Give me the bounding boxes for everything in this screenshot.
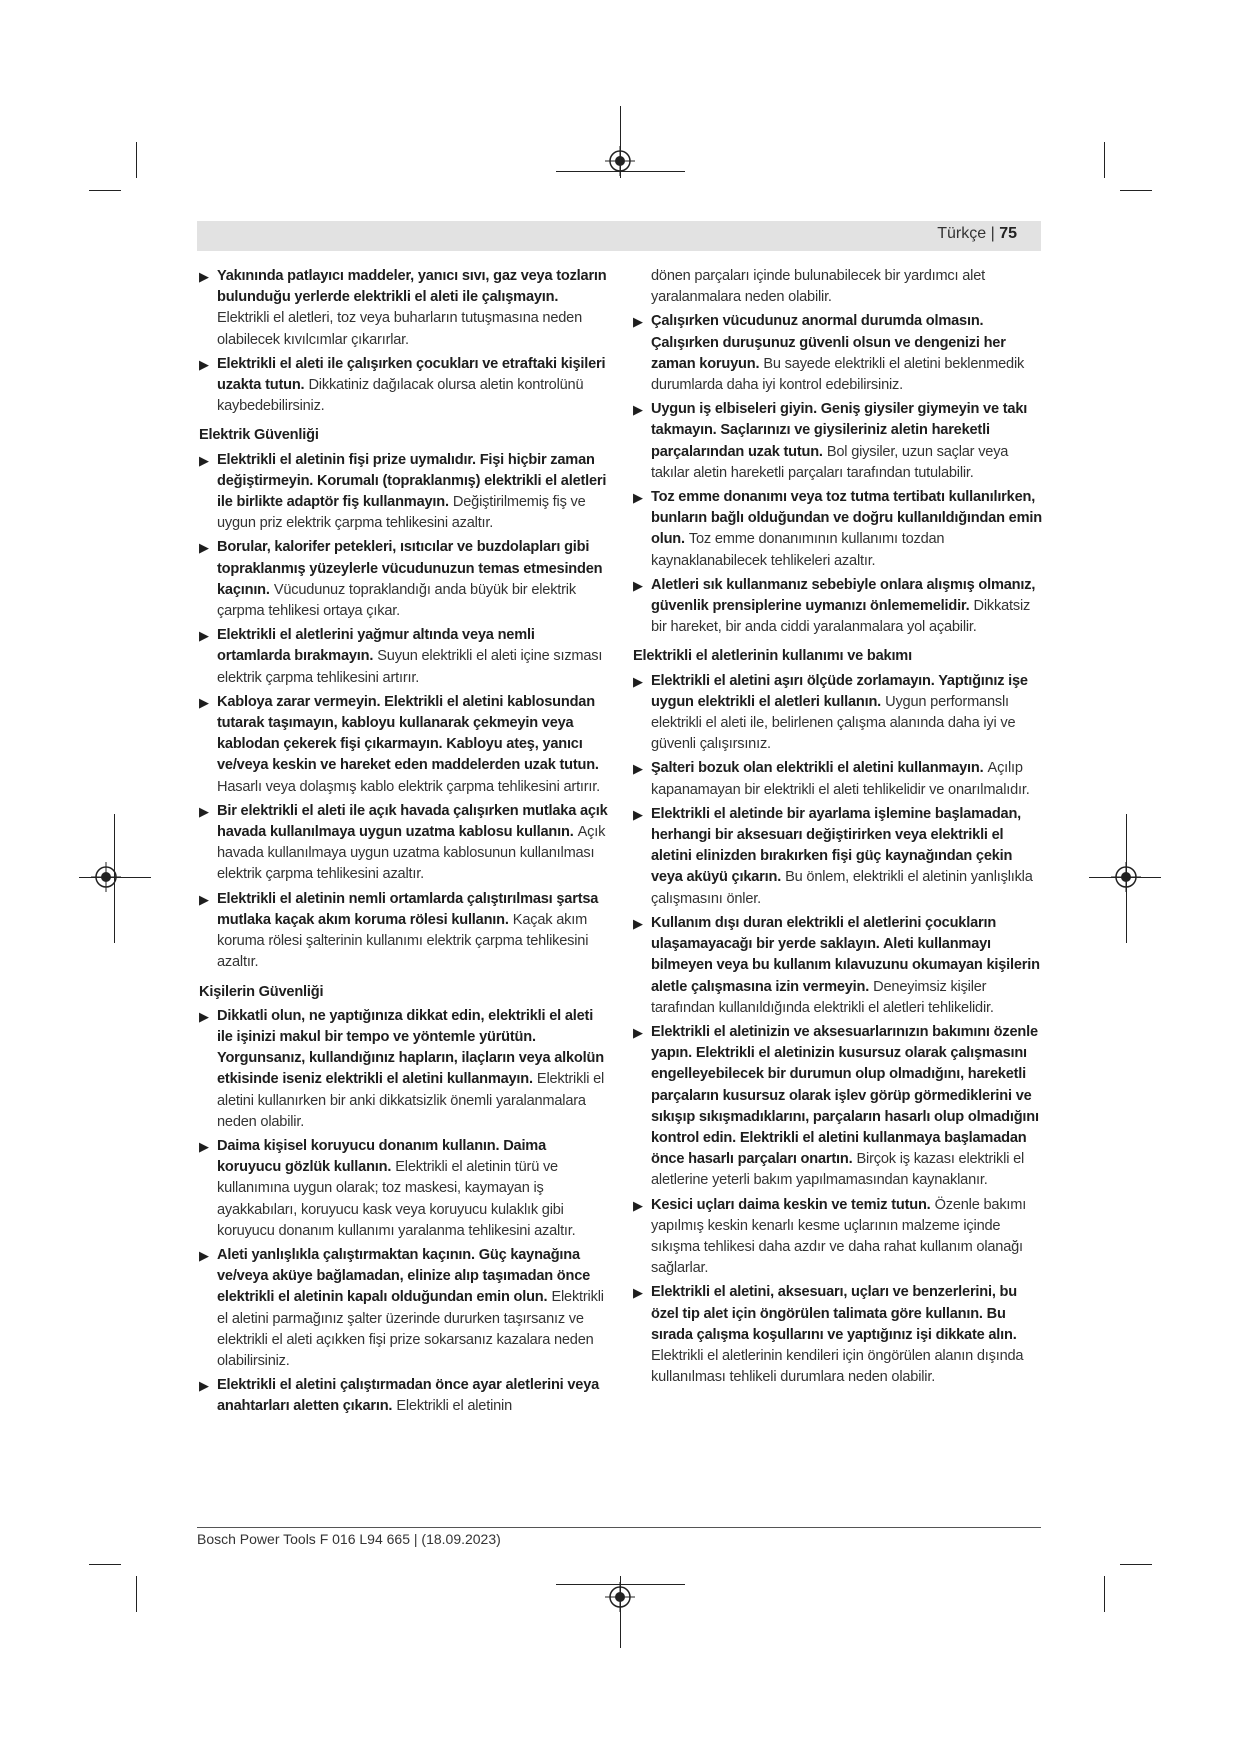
bullet-arrow-icon: ▶ xyxy=(633,402,643,418)
bullet-arrow-icon: ▶ xyxy=(633,806,643,822)
bullet-arrow-icon: ▶ xyxy=(633,1024,643,1040)
safety-item xyxy=(199,354,609,418)
safety-item xyxy=(633,311,1043,396)
crop-mark-bottom-right-h xyxy=(1120,1564,1152,1565)
registration-mark-icon xyxy=(605,146,635,176)
item-text: Uygun performanslı elektrikli el aleti ile, belirlenen çalışma alanında daha iyi ve güvenli çalışırsınız. xyxy=(651,693,1016,753)
page-number: 75 xyxy=(999,225,1017,242)
item-bold-text: Yakınında patlayıcı maddeler, yanıcı sıvı, gaz veya tozların bulunduğu yerlerde elektrikli el aleti ile çalışmayın. xyxy=(217,268,607,306)
safety-item xyxy=(633,1282,1043,1388)
section-heading-electric: Elektrik Güvenliği xyxy=(199,427,319,444)
page-header xyxy=(197,221,1041,251)
item-text: Özenle bakımı yapılmış keskin kenarlı kesme uçlarının malzeme içinde sıkışma tehlikesi daha azdır ve daha rahat kullanım olanağı sağlarlar. xyxy=(651,1196,1027,1277)
safety-item xyxy=(199,1136,609,1242)
item-bold-text: Elektrikli el aletini aşırı ölçüde zorlamayın. Yaptığınız işe uygun elektrikli el aletleri kullanın. xyxy=(651,672,1028,710)
bullet-arrow-icon: ▶ xyxy=(633,1197,643,1213)
safety-item xyxy=(199,450,609,535)
crop-mark-bottom-right-v xyxy=(1104,1576,1105,1612)
bullet-arrow-icon: ▶ xyxy=(199,1247,209,1263)
left-column xyxy=(199,266,609,1421)
header-separator: | xyxy=(990,225,1000,242)
safety-item xyxy=(199,1375,609,1417)
bullet-arrow-icon: ▶ xyxy=(633,314,643,330)
item-text: Elektrikli el aletini parmağınız şalter üzerinde dururken taşırsanız ve elektrikli el aleti açıkken fişi prize sokarsanız kazalara neden olabilirsiniz. xyxy=(217,1289,604,1369)
item-text: Açık havada kullanılmaya uygun uzatma kablosunun kullanılması elektrik çarpma tehlikesini azaltır. xyxy=(217,824,606,883)
crop-mark-bottom-left-v xyxy=(136,1576,137,1612)
item-bold-text: Elektrikli el aletini, aksesuarı, uçları ve benzerlerini, bu özel tip alet için öngörülen talimata göre kullanın. Bu sırada çalışma koşullarını ve yaptığınız işi dikkate alın. xyxy=(651,1284,1017,1343)
item-bold-text: Bir elektrikli el aleti ile açık havada çalışırken mutlaka açık havada kullanılmaya uygun uzatma kablosu kullanın. xyxy=(217,802,608,841)
item-bold-text: Kullanım dışı duran elektrikli el aletlerini çocukların ulaşamayacağı bir yerde saklayın. Aleti kullanmayı bilmeyen veya bu kullanım kılavuzunu okumayan kişilerin aletle çalışmasına izin vermeyin. xyxy=(651,914,1040,995)
safety-item xyxy=(199,801,609,886)
bullet-arrow-icon: ▶ xyxy=(633,761,643,777)
safety-item xyxy=(633,804,1043,910)
footer-divider xyxy=(197,1527,1041,1528)
footer-text: Bosch Power Tools F 016 L94 665 | (18.09.2023) xyxy=(197,1531,501,1547)
crop-mark-top-left-h xyxy=(89,190,121,191)
crop-mark-bottom-left-h xyxy=(89,1564,121,1565)
item-bold-text: Şalteri bozuk olan elektrikli el aletini kullanmayın. xyxy=(651,760,984,777)
safety-item xyxy=(633,399,1043,484)
bullet-arrow-icon: ▶ xyxy=(199,694,209,710)
item-bold-text: Elektrikli el aletlerini yağmur altında veya nemli ortamlarda bırakmayın. xyxy=(217,627,535,665)
header-text xyxy=(937,225,1017,243)
section-heading-personal: Kişilerin Güvenliği xyxy=(199,983,324,1000)
item-bold-text: Elektrikli el aletinde bir ayarlama işlemine başlamadan, herhangi bir aksesuarı değiştirirken veya elektrikli el aletini elinizden bırakırken fişi güç kaynağından çekin veya aküyü çıkarın. xyxy=(651,805,1022,886)
item-bold-text: Dikkatli olun, ne yaptığınıza dikkat edin, elektrikli el aleti ile işinizi makul bir tempo ve yöntemle yürütün. Yorgunsanız, kullandığınız hapların, ilaçların veya alkolün etkisinde iseniz elektrikli el aletini kullanmayın. xyxy=(217,1007,604,1088)
item-text: Elektrikli el aletini kullanırken bir anki dikkatsizlik önemli yaralanmalara neden olabilir. xyxy=(217,1071,605,1130)
bullet-arrow-icon: ▶ xyxy=(633,490,643,506)
safety-item xyxy=(199,266,609,351)
bullet-arrow-icon: ▶ xyxy=(633,577,643,593)
safety-item xyxy=(633,1022,1043,1192)
item-text: Vücudunuz topraklandığı anda büyük bir elektrik çarpma tehlikesi ortaya çıkar. xyxy=(217,581,576,620)
item-text: Bu önlem, elektrikli el aletinin yanlışlıkla çalışmasını önler. xyxy=(651,869,1033,907)
safety-item xyxy=(199,692,609,798)
safety-item xyxy=(199,625,609,689)
bullet-arrow-icon: ▶ xyxy=(633,915,643,931)
item-text: Suyun elektrikli el aleti içine sızması elektrik çarpma tehlikesini artırır. xyxy=(217,648,603,686)
bullet-arrow-icon: ▶ xyxy=(199,1008,209,1024)
safety-item xyxy=(199,1006,609,1133)
section-heading-use: Elektrikli el aletlerinin kullanımı ve bakımı xyxy=(633,648,912,665)
bullet-arrow-icon: ▶ xyxy=(199,540,209,556)
safety-item xyxy=(199,1245,609,1372)
registration-mark-icon xyxy=(1111,862,1141,892)
item-text: Elektrikli el aletinin türü ve kullanımına uygun olarak; toz maskesi, kaymayan iş ayakkabıları, koruyucu kask veya koruyucu kulaklık gibi koruyucu donanım kullanımı yaralanma tehlikesini azaltır. xyxy=(217,1159,576,1239)
crop-mark-top-right-v xyxy=(1104,142,1105,178)
bullet-arrow-icon: ▶ xyxy=(199,1138,209,1154)
crop-mark-top-left-v xyxy=(136,142,137,178)
crop-mark-top-right-h xyxy=(1120,190,1152,191)
safety-item xyxy=(633,487,1043,572)
item-bold-text: Çalışırken vücudunuz anormal durumda olmasın. Çalışırken duruşunuz güvenli olsun ve dengenizi her zaman koruyun. xyxy=(651,313,1006,372)
item-bold-text: Aletleri sık kullanmanız sebebiyle onlara alışmış olmanız, güvenlik prensiplerine uymanızı önlememelidir. xyxy=(651,576,1036,615)
item-bold-text: Kesici uçları daima keskin ve temiz tutun. xyxy=(651,1196,931,1213)
bullet-arrow-icon: ▶ xyxy=(199,452,209,468)
item-text: Hasarlı veya dolaşmış kablo elektrik çarpma tehlikesini artırır. xyxy=(217,778,600,795)
item-text: Elektrikli el aletlerinin kendileri için öngörülen alanın dışında kullanılması tehlikeli durumlara neden olabilir. xyxy=(651,1347,1024,1386)
item-text: Bol giysiler, uzun saçlar veya takılar aletin hareketli parçaları tarafından tutulabilir. xyxy=(651,443,1009,481)
item-bold-text: Elektrikli el aletini çalıştırmadan önce ayar aletlerini veya anahtarları aletten çıkarın. xyxy=(217,1377,600,1415)
item-text: Değiştirilmemiş fiş ve uygun priz elektrik çarpma tehlikesini azaltır. xyxy=(217,494,586,532)
continuation-text: dönen parçaları içinde bulunabilecek bir yardımcı alet yaralanmalara neden olabilir. xyxy=(651,268,985,306)
item-bold-text: Elektrikli el aletinin nemli ortamlarda çalıştırılması şartsa mutlaka kaçak akım koruma rölesi kullanın. xyxy=(217,890,599,928)
safety-item xyxy=(199,537,609,622)
item-bold-text: Daima kişisel koruyucu donanım kullanın. Daima koruyucu gözlük kullanın. xyxy=(217,1137,546,1176)
item-bold-text: Uygun iş elbiseleri giyin. Geniş giysiler giymeyin ve takı takmayın. Saçlarınızı ve giysileriniz aletin hareketli parçalarından uzak tutun. xyxy=(651,401,1028,460)
right-column xyxy=(633,266,1043,1391)
bullet-arrow-icon: ▶ xyxy=(199,891,209,907)
item-text: Bu sayede elektrikli el aletini beklenmedik durumlarda daha iyi kontrol edebilirsiniz. xyxy=(651,355,1025,394)
item-text: Toz emme donanımının kullanımı tozdan kaynaklanabilecek tehlikeleri azaltır. xyxy=(651,531,945,569)
item-bold-text: Toz emme donanımı veya toz tutma tertibatı kullanılırken, bunların bağlı olduğundan ve doğru kullanıldığından emin olun. xyxy=(651,489,1042,548)
bullet-arrow-icon: ▶ xyxy=(199,356,209,372)
item-text: Açılıp kapanamayan bir elektrikli el aleti tehlikelidir ve onarılmalıdır. xyxy=(651,760,1030,798)
item-bold-text: Aleti yanlışlıkla çalıştırmaktan kaçının. Güç kaynağına ve/veya aküye bağlamadan, elinize alıp taşımadan önce elektrikli el aletinin kapalı olduğundan emin olun. xyxy=(217,1246,591,1306)
safety-item xyxy=(199,889,609,974)
header-language: Türkçe xyxy=(937,225,987,242)
registration-mark-icon xyxy=(605,1582,635,1612)
bullet-arrow-icon: ▶ xyxy=(633,1285,643,1301)
safety-item xyxy=(633,671,1043,756)
bullet-arrow-icon: ▶ xyxy=(633,673,643,689)
item-bold-text: Elektrikli el aletinin fişi prize uymalıdır. Fişi hiçbir zaman değiştirmeyin. Korumalı (topraklanmış) elektrikli el aletleri ile birlikte adaptör fiş kullanmayın. xyxy=(217,451,607,511)
item-bold-text: Borular, kalorifer petekleri, ısıtıcılar ve buzdolapları gibi topraklanmış yüzeylerle vücudunuzun temas etmesinden kaçının. xyxy=(217,539,603,598)
item-text: Elektrikli el aletleri, toz veya buharların tutuşmasına neden olabilecek kıvılcımlar çıkarırlar. xyxy=(217,310,583,348)
bullet-arrow-icon: ▶ xyxy=(199,628,209,644)
safety-item xyxy=(633,758,1043,800)
safety-item xyxy=(633,1195,1043,1280)
item-text: Birçok iş kazası elektrikli el aletlerine yeterli bakım yapılmamasından kaynaklanır. xyxy=(651,1151,1025,1189)
item-bold-text: Kabloya zarar vermeyin. Elektrikli el aletini kablosundan tutarak taşımayın, kabloyu kullanarak çekmeyin veya kablodan çekerek fişi çıkarmayın. Kabloyu ateş, yanıcı ve/veya keskin ve hareket eden maddelerden uzak tutun. xyxy=(217,693,599,774)
registration-mark-icon xyxy=(91,862,121,892)
item-bold-text: Elektrikli el aletinizin ve aksesuarlarınızın bakımını özenle yapın. Elektrikli el aletinizin kusursuz olarak çalışmasını engelleyebilecek bir durumun olup olmadığını, hareketli parçaların kusursuz olarak işlev görüp görmediklerini ve sıkışıp sıkışmadıklarını, parçaların hasarlı olup olmadığını kontrol edin. Elektrikli el aletini kullanmaya başlamadan önce hasarlı parçaları onartın. xyxy=(651,1023,1039,1168)
bullet-arrow-icon: ▶ xyxy=(199,1378,209,1394)
bullet-arrow-icon: ▶ xyxy=(199,803,209,819)
item-text: Kaçak akım koruma rölesi şalterinin kullanımı elektrik çarpma tehlikesini azaltır. xyxy=(217,911,589,971)
safety-item xyxy=(633,575,1043,639)
safety-item xyxy=(633,913,1043,1019)
item-text: Dikkatsiz bir hareket, bir anda ciddi yaralanmalara yol açabilir. xyxy=(651,598,1031,636)
item-text: Deneyimsiz kişiler tarafından kullanıldığında elektrikli el aletleri tehlikelidir. xyxy=(651,978,994,1016)
bullet-arrow-icon: ▶ xyxy=(199,269,209,284)
item-bold-text: Elektrikli el aleti ile çalışırken çocukları ve etraftaki kişileri uzakta tutun. xyxy=(217,355,606,394)
item-text: Dikkatiniz dağılacak olursa aletin kontrolünü kaybedebilirsiniz. xyxy=(217,377,584,415)
item-text: Elektrikli el aletinin xyxy=(396,1398,512,1415)
